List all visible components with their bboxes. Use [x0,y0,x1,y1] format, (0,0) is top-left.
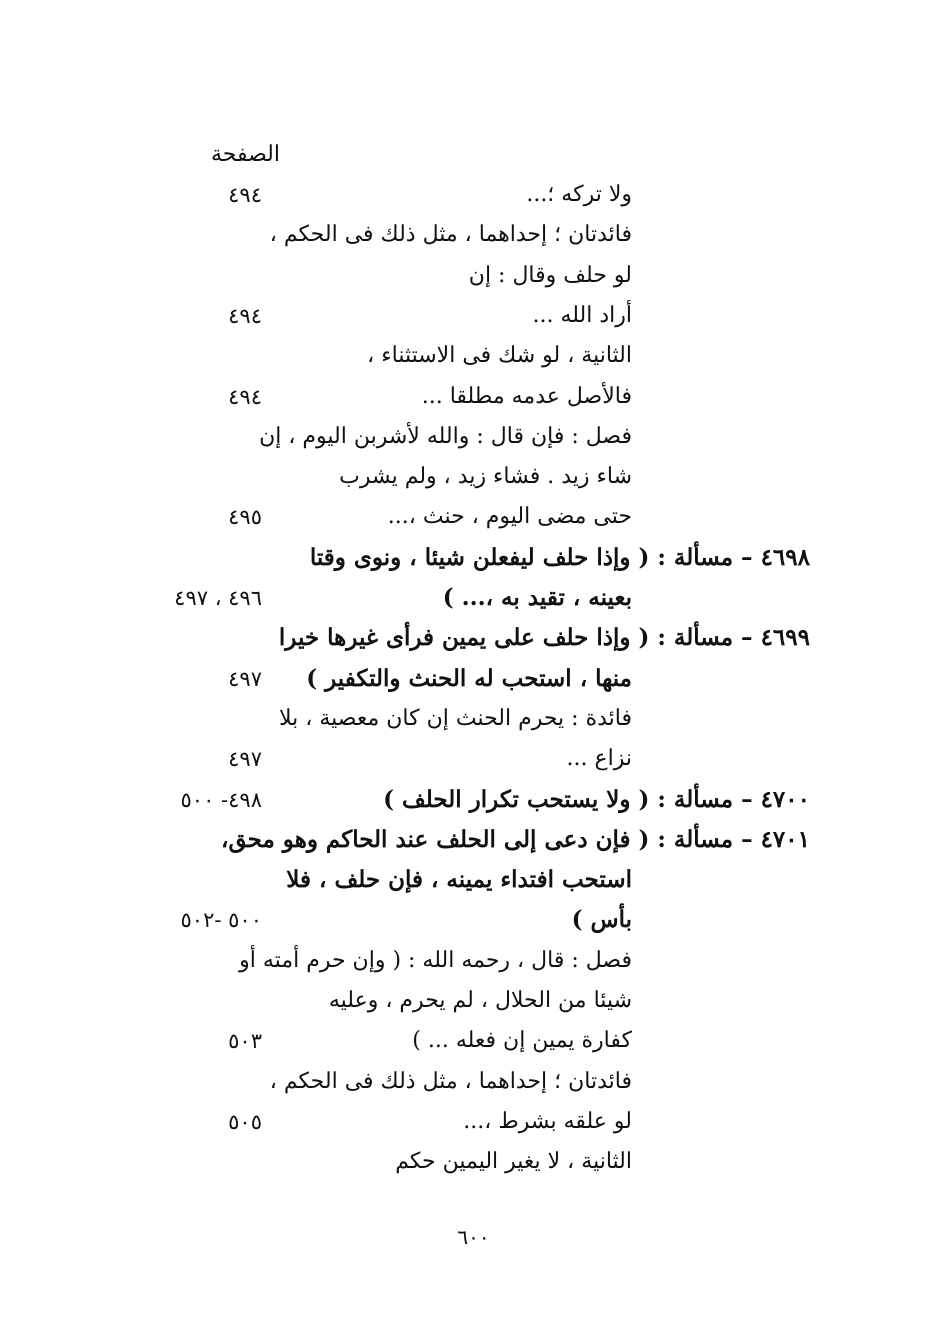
entry-page-ref: ٤٩٦ ، ٤٩٧ [174,586,262,610]
index-line [0,175,947,215]
entry-text: أراد الله ... [532,302,632,328]
index-line [0,981,947,1021]
entry-page-ref: ٤٩٨- ٥٠٠ [180,787,262,812]
entry-text: حتى مضى اليوم ، حنث ،... [387,504,632,530]
entry-page-ref: ٥٠٥ [228,1109,262,1134]
index-line [0,457,947,497]
index-line [0,739,947,779]
entry-text: فائدة : يحرم الحنث إن كان معصية ، بلا [279,705,632,731]
entry-text: ٤٦٩٨ – مسألة : ( وإذا حلف ليفعلن شيئا ، ونوى وقتا [309,543,810,571]
entry-page-ref: ٥٠٠ -٥٠٢ [180,908,262,933]
entry-text: ولا تركه ؛... [526,182,632,207]
index-line [0,860,947,900]
index-line [0,820,947,860]
index-line [0,1142,947,1182]
entry-text: كفارة يمين إن فعله ... ) [412,1028,632,1054]
index-line [0,1062,947,1102]
index-line [0,336,947,376]
entry-text: نزاع ... [566,746,632,772]
page-number: ٦٠٠ [457,1225,490,1249]
index-line [0,1021,947,1061]
index-line [0,256,947,296]
index-line [0,900,947,940]
entry-text: فالأصل عدمه مطلقا ... [421,383,632,409]
entry-text: ٤٧٠١ – مسألة : ( فإن دعى إلى الحلف عند الحاكم وهو محق، [221,825,810,853]
entry-page-ref: ٥٠٣ [228,1029,262,1054]
index-line [0,417,947,457]
index-line [0,215,947,255]
entry-text: شاء زيد . فشاء زيد ، ولم يشرب [339,464,632,490]
entry-page-ref: ٤٩٤ [228,303,262,328]
entry-page-ref: ٤٩٧ [228,666,262,691]
entry-page-ref: ٤٩٥ [228,505,262,530]
entry-text: استحب افتداء يمينه ، فإن حلف ، فلا [286,866,632,894]
entry-text: ٤٧٠٠ – مسألة : ( ولا يستحب تكرار الحلف ) [383,785,810,813]
index-line [0,699,947,739]
entry-text: بعينه ، تقيد به ،... ) [442,584,632,611]
entry-text: الثانية ، لا يغير اليمين حكم [395,1149,632,1175]
entry-page-ref: ٤٩٤ [228,384,262,409]
index-line [0,538,947,578]
index-line [0,377,947,417]
entry-text: منها ، استحب له الحنث والتكفير ) [306,664,632,692]
index-line [0,941,947,981]
page-column-header: الصفحة [210,142,280,167]
entry-text: بأس ) [571,906,632,934]
entry-text: فصل : فإن قال : والله لأشربن اليوم ، إن [259,423,632,449]
index-line [0,780,947,820]
entry-text: شيئا من الحلال ، لم يحرم ، وعليه [328,988,632,1013]
entry-text: ٤٦٩٩ – مسألة : ( وإذا حلف على يمين فرأى غيرها خيرا [278,624,810,652]
entry-text: فائدتان ؛ إحداهما ، مثل ذلك فى الحكم ، [269,1068,632,1094]
entry-text: الثانية ، لو شك فى الاستثناء ، [367,343,632,369]
index-line [0,618,947,658]
entry-text: لو حلف وقال : إن [468,262,632,288]
index-line [0,659,947,699]
entry-text: فصل : قال ، رحمه الله : ( وإن حرم أمته أو [239,947,632,973]
entry-text: لو علقه بشرط ،... [463,1108,632,1134]
index-line [0,497,947,537]
entry-text: فائدتان ؛ إحداهما ، مثل ذلك فى الحكم ، [269,222,632,248]
index-line [0,296,947,336]
entry-page-ref: ٤٩٤ [228,183,262,207]
entry-page-ref: ٤٩٧ [228,747,262,772]
index-line [0,1102,947,1142]
index-line [0,578,947,618]
